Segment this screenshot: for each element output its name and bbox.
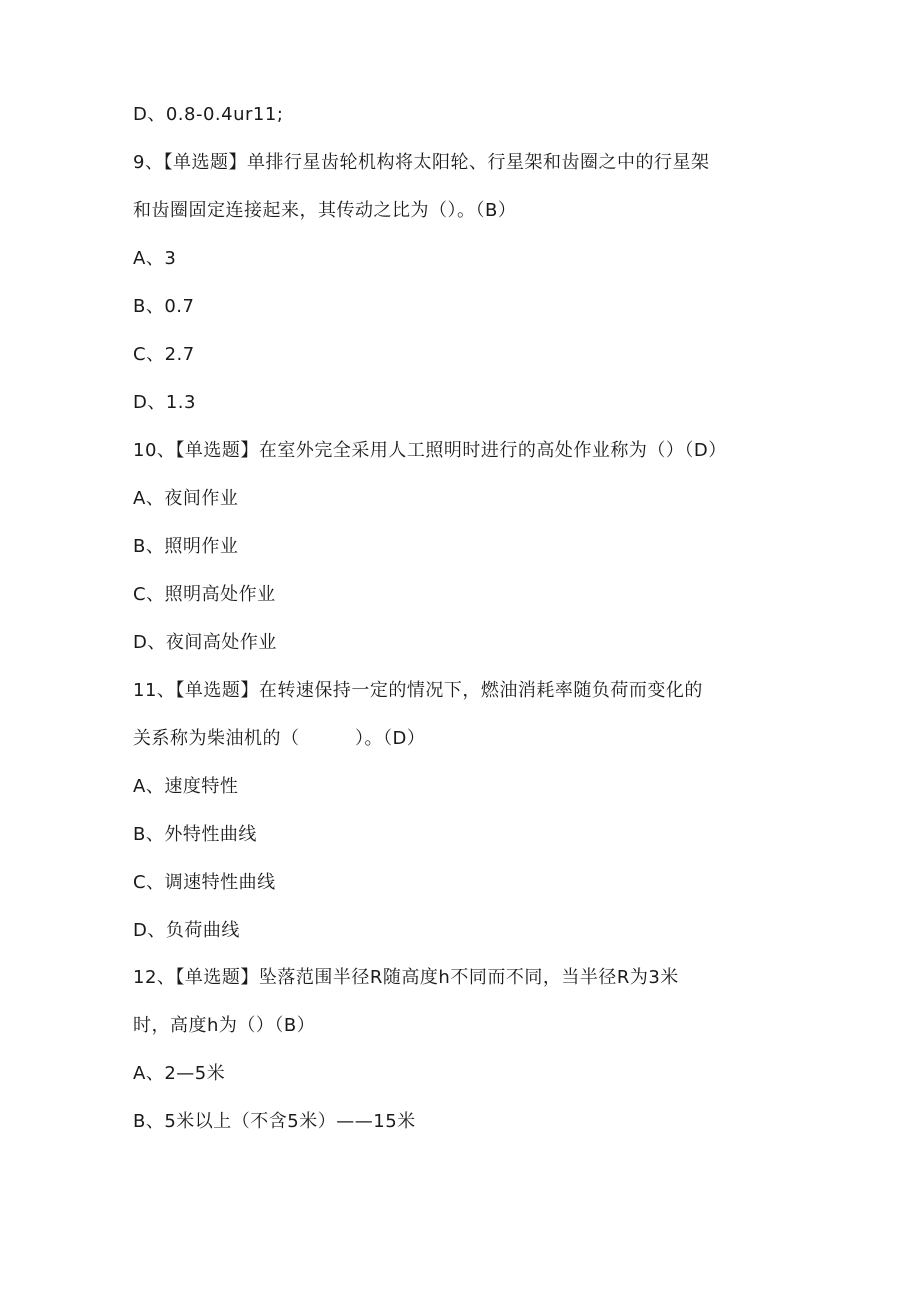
q9-option-c: C、2.7 <box>133 344 195 365</box>
q9-option-a: A、3 <box>133 248 177 269</box>
q10-option-c: C、照明高处作业 <box>133 584 276 605</box>
question-12-line-2: 时，高度h为（）（B） <box>133 1015 316 1036</box>
q10-option-d: D、夜间高处作业 <box>133 632 277 653</box>
question-9-line-1: 9、【单选题】单排行星齿轮机构将太阳轮、行星架和齿圈之中的行星架 <box>133 152 710 173</box>
question-11-line-2: 关系称为柴油机的（ ）。（D） <box>133 728 426 749</box>
option-d-prev: D、0.8-0.4ur11; <box>133 104 284 125</box>
question-10-line-1: 10、【单选题】在室外完全采用人工照明时进行的高处作业称为（）（D） <box>133 440 727 461</box>
q11-option-a: A、速度特性 <box>133 776 239 797</box>
q11-option-b: B、外特性曲线 <box>133 824 257 845</box>
question-9-line-2: 和齿圈固定连接起来，其传动之比为（）。（B） <box>133 200 517 221</box>
q10-option-a: A、夜间作业 <box>133 488 239 509</box>
q11-option-c: C、调速特性曲线 <box>133 872 276 893</box>
q12-option-a: A、2—5米 <box>133 1063 226 1084</box>
q9-option-b: B、0.7 <box>133 296 195 317</box>
question-12-line-1: 12、【单选题】坠落范围半径R随高度h不同而不同，当半径R为3米 <box>133 967 679 988</box>
q12-option-b: B、5米以上（不含5米）——15米 <box>133 1111 416 1132</box>
q11-option-d: D、负荷曲线 <box>133 920 240 941</box>
q9-option-d: D、1.3 <box>133 392 196 413</box>
question-11-line-1: 11、【单选题】在转速保持一定的情况下，燃油消耗率随负荷而变化的 <box>133 680 703 701</box>
q10-option-b: B、照明作业 <box>133 536 239 557</box>
